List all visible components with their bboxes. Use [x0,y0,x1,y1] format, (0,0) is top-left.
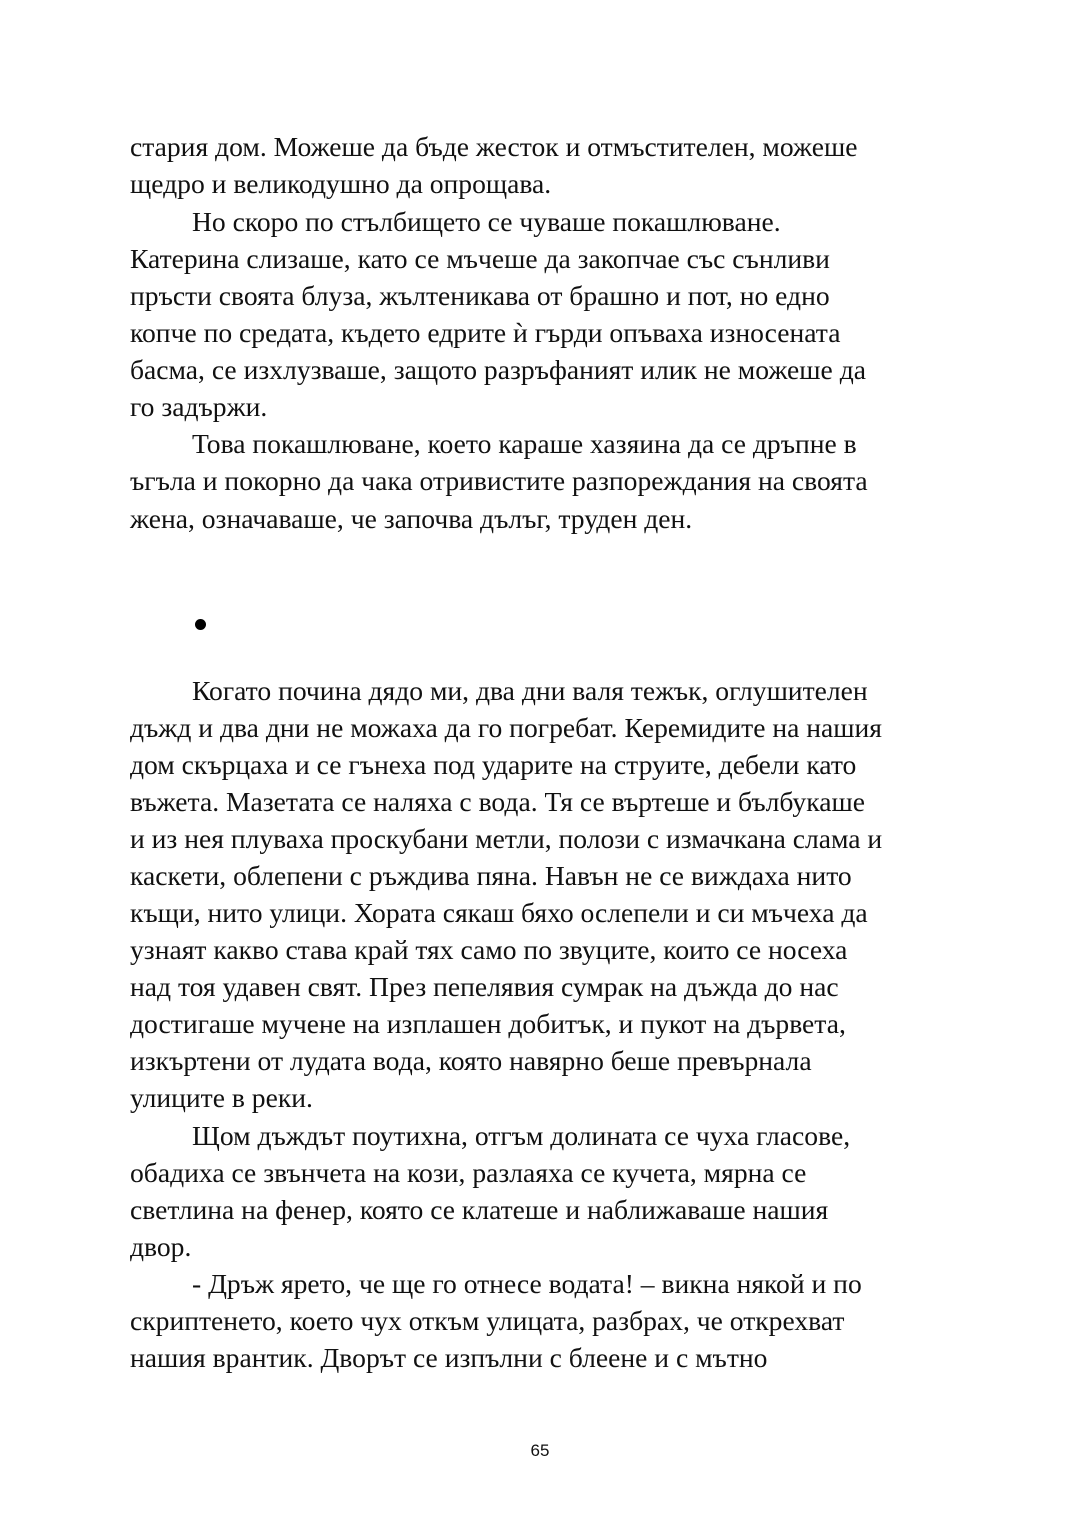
text-line: басма, се изхлузваше, защото разръфаният илик не можеше да [130,354,866,385]
text-line: двор. [130,1231,192,1262]
text-line: стария дом. Можеше да бъде жесток и отмъстителен, можеше [130,131,858,162]
text-line: копче по средата, където едрите ѝ гърди опъваха износената [130,317,841,348]
paragraph-first-line: Това покашлюване, което караше хазяина да се дръпне в [192,428,857,459]
text-line: каскети, облепени с ръждива пяна. Навън не се виждаха нито [130,860,852,891]
text-line: дъжд и два дни не можаха да го погребат. Керемидите на нашия [130,712,882,743]
paragraph-first-line: - Дръж ярето, че ще го отнесе водата! – викна някой и по [192,1268,862,1299]
text-line: изкъртени от лудата вода, която навярно беше превърнала [130,1045,812,1076]
text-line: Катерина слизаше, като се мъчеше да закопчае със сънливи [130,243,830,274]
text-line: въжета. Мазетата се наляха с вода. Тя се въртеше и бълбукаше [130,786,865,817]
paragraph-first-line: Но скоро по стълбището се чуваше покашлюване. [192,206,781,237]
text-line: узнаят какво става край тях само по звуците, които се носеха [130,934,848,965]
text-line: дом скърцаха и се гънеха под ударите на струите, дебели като [130,749,857,780]
text-line: ъгъла и покорно да чака отривистите разпореждания на своята [130,465,868,496]
text-line: нашия врантик. Дворът се изпълни с блеене и с мътно [130,1342,768,1373]
text-line: пръсти своята блуза, жълтеникава от брашно и пот, но едно [130,280,830,311]
text-line: щедро и великодушно да опрощава. [130,168,552,199]
text-line: улиците в реки. [130,1082,313,1113]
page-number: 65 [530,1441,550,1460]
paragraph-first-line: Щом дъждът поутихна, отгъм долината се чуха гласове, [192,1120,851,1151]
text-line: светлина на фенер, която се клатеше и наближаваше нашия [130,1194,829,1225]
text-line: и из нея плуваха проскубани метли, полози с измачкана слама и [130,823,883,854]
text-line: жена, означаваше, че започва дълъг, труден ден. [130,503,693,534]
text-line: обадиха се звънчета на кози, разлаяха се кучета, мярна се [130,1157,807,1188]
paragraph-first-line: Когато почина дядо ми, два дни валя тежък, оглушителен [192,675,868,706]
text-line: го задържи. [130,391,268,422]
text-line: достигаше мучене на изплашен добитък, и пукот на дървета, [130,1008,846,1039]
text-line: над тоя удавен свят. През пепелявия сумрак на дъжда до нас [130,971,839,1002]
bullet-dot-icon [195,619,206,630]
text-line: скриптенето, което чух откъм улицата, разбрах, че открехват [130,1305,845,1336]
text-line: къщи, нито улици. Хората сякаш бяхо ослепели и си мъчеха да [130,897,868,928]
